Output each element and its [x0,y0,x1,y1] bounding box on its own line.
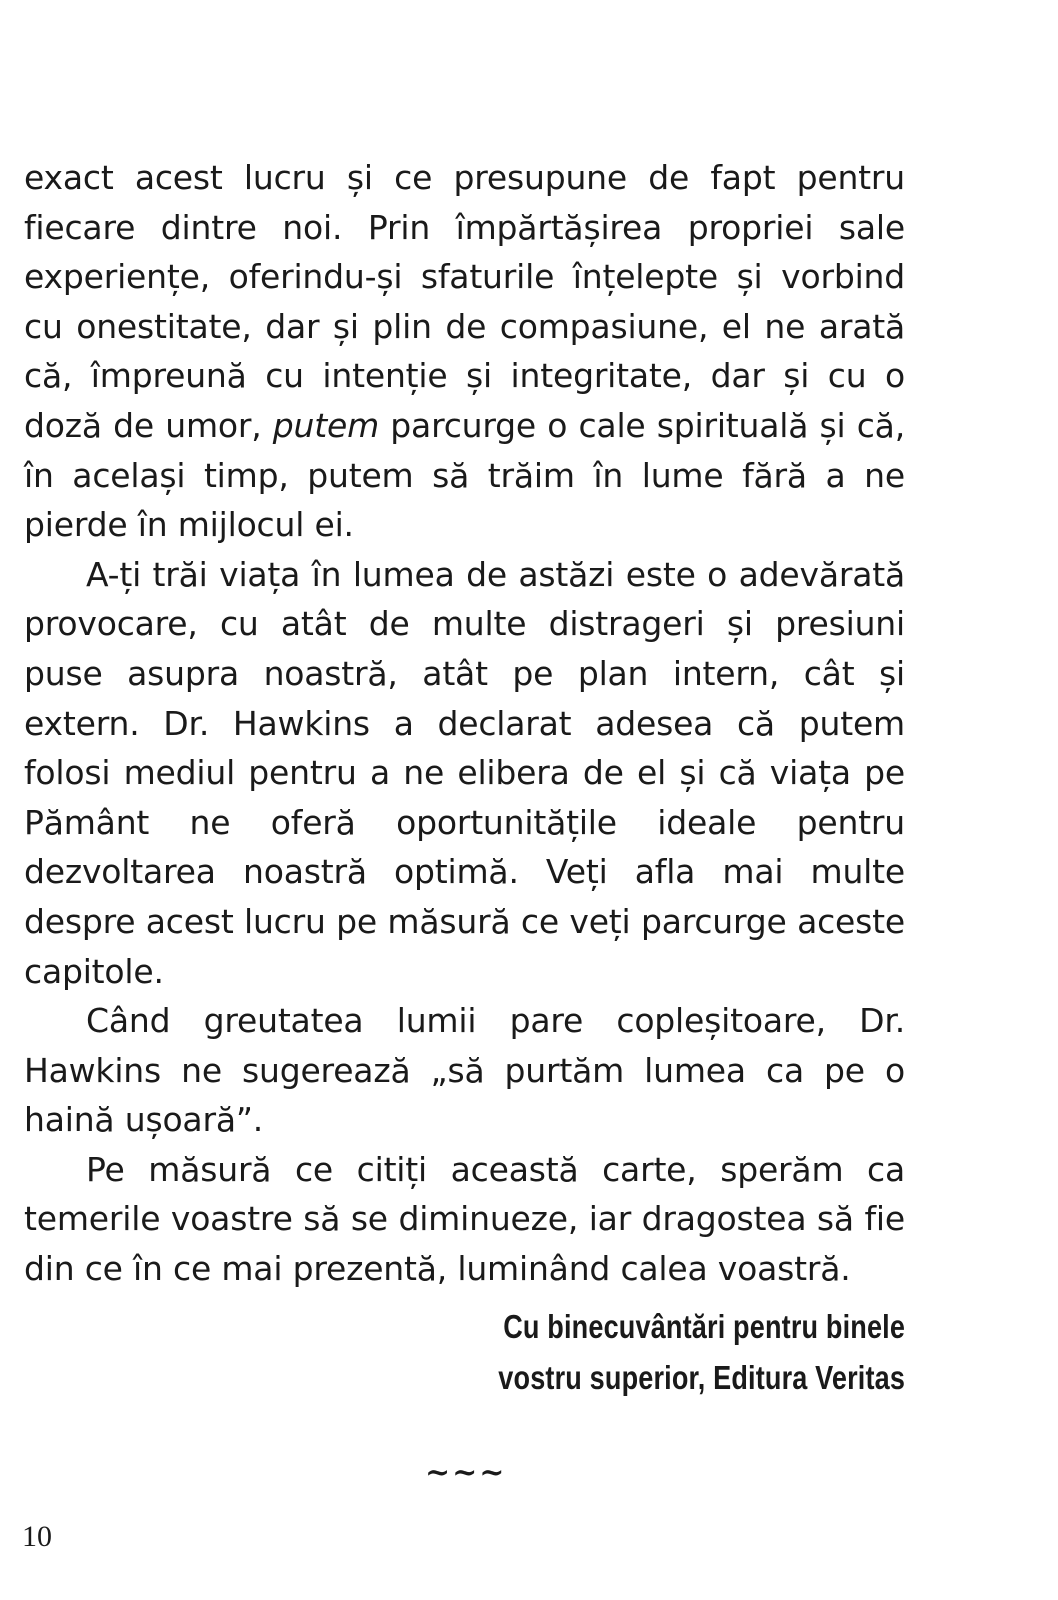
paragraph-4: Pe măsură ce citiți această carte, sperăm ca temerile voastre să se diminueze, iar dragostea să fie din ce în ce mai prezentă, luminând calea voastră. [24,1149,905,1289]
paragraph-1 [24,153,905,550]
paragraph-1-emphasis: putem [272,405,380,445]
signature-line-2: vostru superior, Editura Veritas [498,1359,905,1396]
paragraph-1-text: exact acest lucru și ce presupune de fapt pentru fiecare dintre noi. Prin împărtășirea propriei sale experiențe, oferindu-și sfaturile înțelepte și vorbind cu onestitate, dar și plin de compasiune, el ne arată că, împreună cu intenție și integritate, dar și cu o doză de umor, [24,158,905,445]
paragraph-3: Când greutatea lumii pare copleșitoare, Dr. Hawkins ne sugerează „să purtăm lumea ca pe o haină ușoară”. [24,1001,905,1140]
page-number: 10 [22,1520,52,1553]
paragraph-2: A-ți trăi viața în lumea de astăzi este o adevărată provocare, cu atât de multe distrageri și presiuni puse asupra noastră, atât pe plan intern, cât și extern. Dr. Hawkins a declarat adesea că putem folosi mediul pentru a ne elibera de el și că viața pe Pământ ne oferă oportunitățile ideale pentru dezvoltarea noastră optimă. Veți afla mai multe despre acest lucru pe măsură ce veți parcurge aceste capitole. [24,554,905,991]
body-text [24,153,905,1294]
signature [498,1301,905,1403]
signature-line-1: Cu binecuvântări pentru binele [503,1308,905,1345]
paragraph-1-end: parcurge o cale spirituală și că, în același timp, putem să trăim în lume fără a ne pierde în mijlocul ei. [24,405,905,545]
section-ornament: ~~~ [425,1455,507,1490]
